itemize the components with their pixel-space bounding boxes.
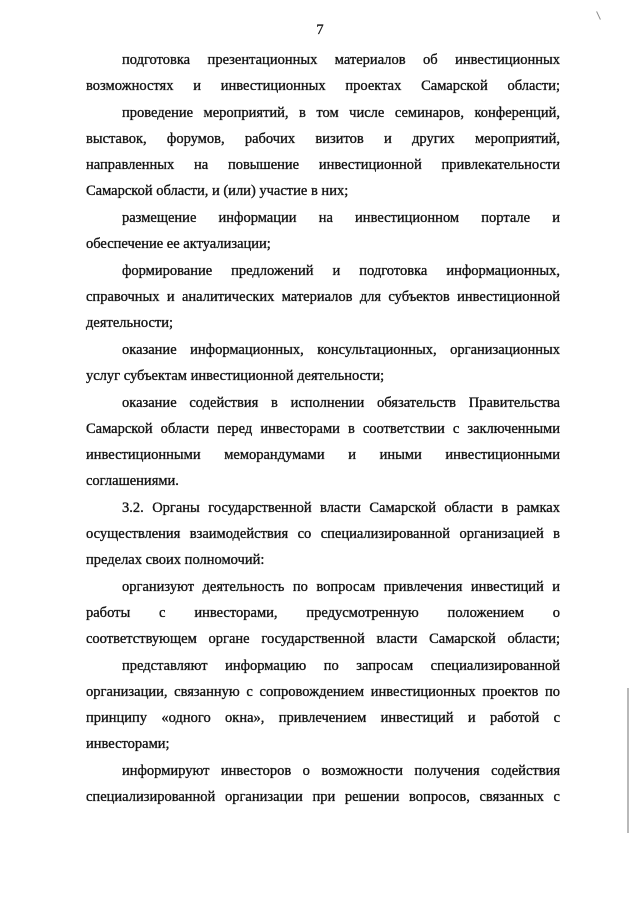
clause-3-2 [86, 495, 560, 573]
page-number: 7 [316, 22, 324, 38]
text-line: справочных и аналитических материалов для субъектов инвестиционной [86, 289, 560, 305]
text-line: деятельности; [86, 315, 174, 331]
text-line: Самарской области перед инвесторами в соответствии с заключенными [86, 421, 560, 437]
text-line: формирование предложений и подготовка информационных, [122, 263, 560, 279]
item-obligations-assistance [86, 390, 560, 494]
item-presentation-materials [86, 47, 560, 99]
text-line: осуществления взаимодействия со специализированной организацией в [86, 526, 560, 542]
text-line: информируют инвесторов о возможности получения содействия [122, 763, 560, 779]
text-line: обеспечение ее актуализации; [86, 236, 271, 252]
item-events [86, 100, 560, 204]
item-portal-information [86, 205, 560, 257]
scan-mark [596, 11, 601, 20]
document-body [86, 47, 560, 811]
text-line: оказание содействия в исполнении обязательств Правительства [122, 395, 560, 411]
text-line: принципу «одного окна», привлечением инвестиций и работой с [86, 710, 560, 726]
text-line: возможностях и инвестиционных проектах Самарской области; [86, 78, 560, 94]
text-line: выставок, форумов, рабочих визитов и других мероприятий, [86, 131, 560, 147]
text-line: 3.2. Органы государственной власти Самарской области в рамках [122, 500, 560, 516]
item-consulting-services [86, 337, 560, 389]
item-inform-investors [86, 758, 560, 810]
text-line: размещение информации на инвестиционном портале и [122, 210, 560, 226]
text-line: подготовка презентационных материалов об инвестиционных [122, 52, 560, 68]
text-line: пределах своих полномочий: [86, 552, 265, 568]
text-line: услуг субъектам инвестиционной деятельности; [86, 368, 385, 384]
text-line: направленных на повышение инвестиционной привлекательности [86, 157, 560, 173]
item-information-materials [86, 258, 560, 336]
text-line: оказание информационных, консультационных, организационных [122, 342, 560, 358]
text-line: инвесторами; [86, 736, 170, 752]
text-line: представляют информацию по запросам специализированной [122, 658, 560, 674]
text-line: специализированной организации при решении вопросов, связанных с [86, 789, 560, 805]
text-line: работы с инвесторами, предусмотренную положением о [86, 605, 560, 621]
text-line: соответствующем органе государственной власти Самарской области; [86, 631, 560, 647]
text-line: организации, связанную с сопровождением инвестиционных проектов по [86, 684, 560, 700]
text-line: проведение мероприятий, в том числе семинаров, конференций, [122, 105, 560, 121]
item-provide-information [86, 653, 560, 757]
scan-edge-shadow [627, 688, 629, 833]
text-line: организуют деятельность по вопросам привлечения инвестиций и [122, 579, 560, 595]
text-line: соглашениями. [86, 473, 179, 489]
item-organize-activity [86, 574, 560, 652]
text-line: инвестиционными меморандумами и иными инвестиционными [86, 447, 560, 463]
text-line: Самарской области, и (или) участие в них; [86, 183, 349, 199]
